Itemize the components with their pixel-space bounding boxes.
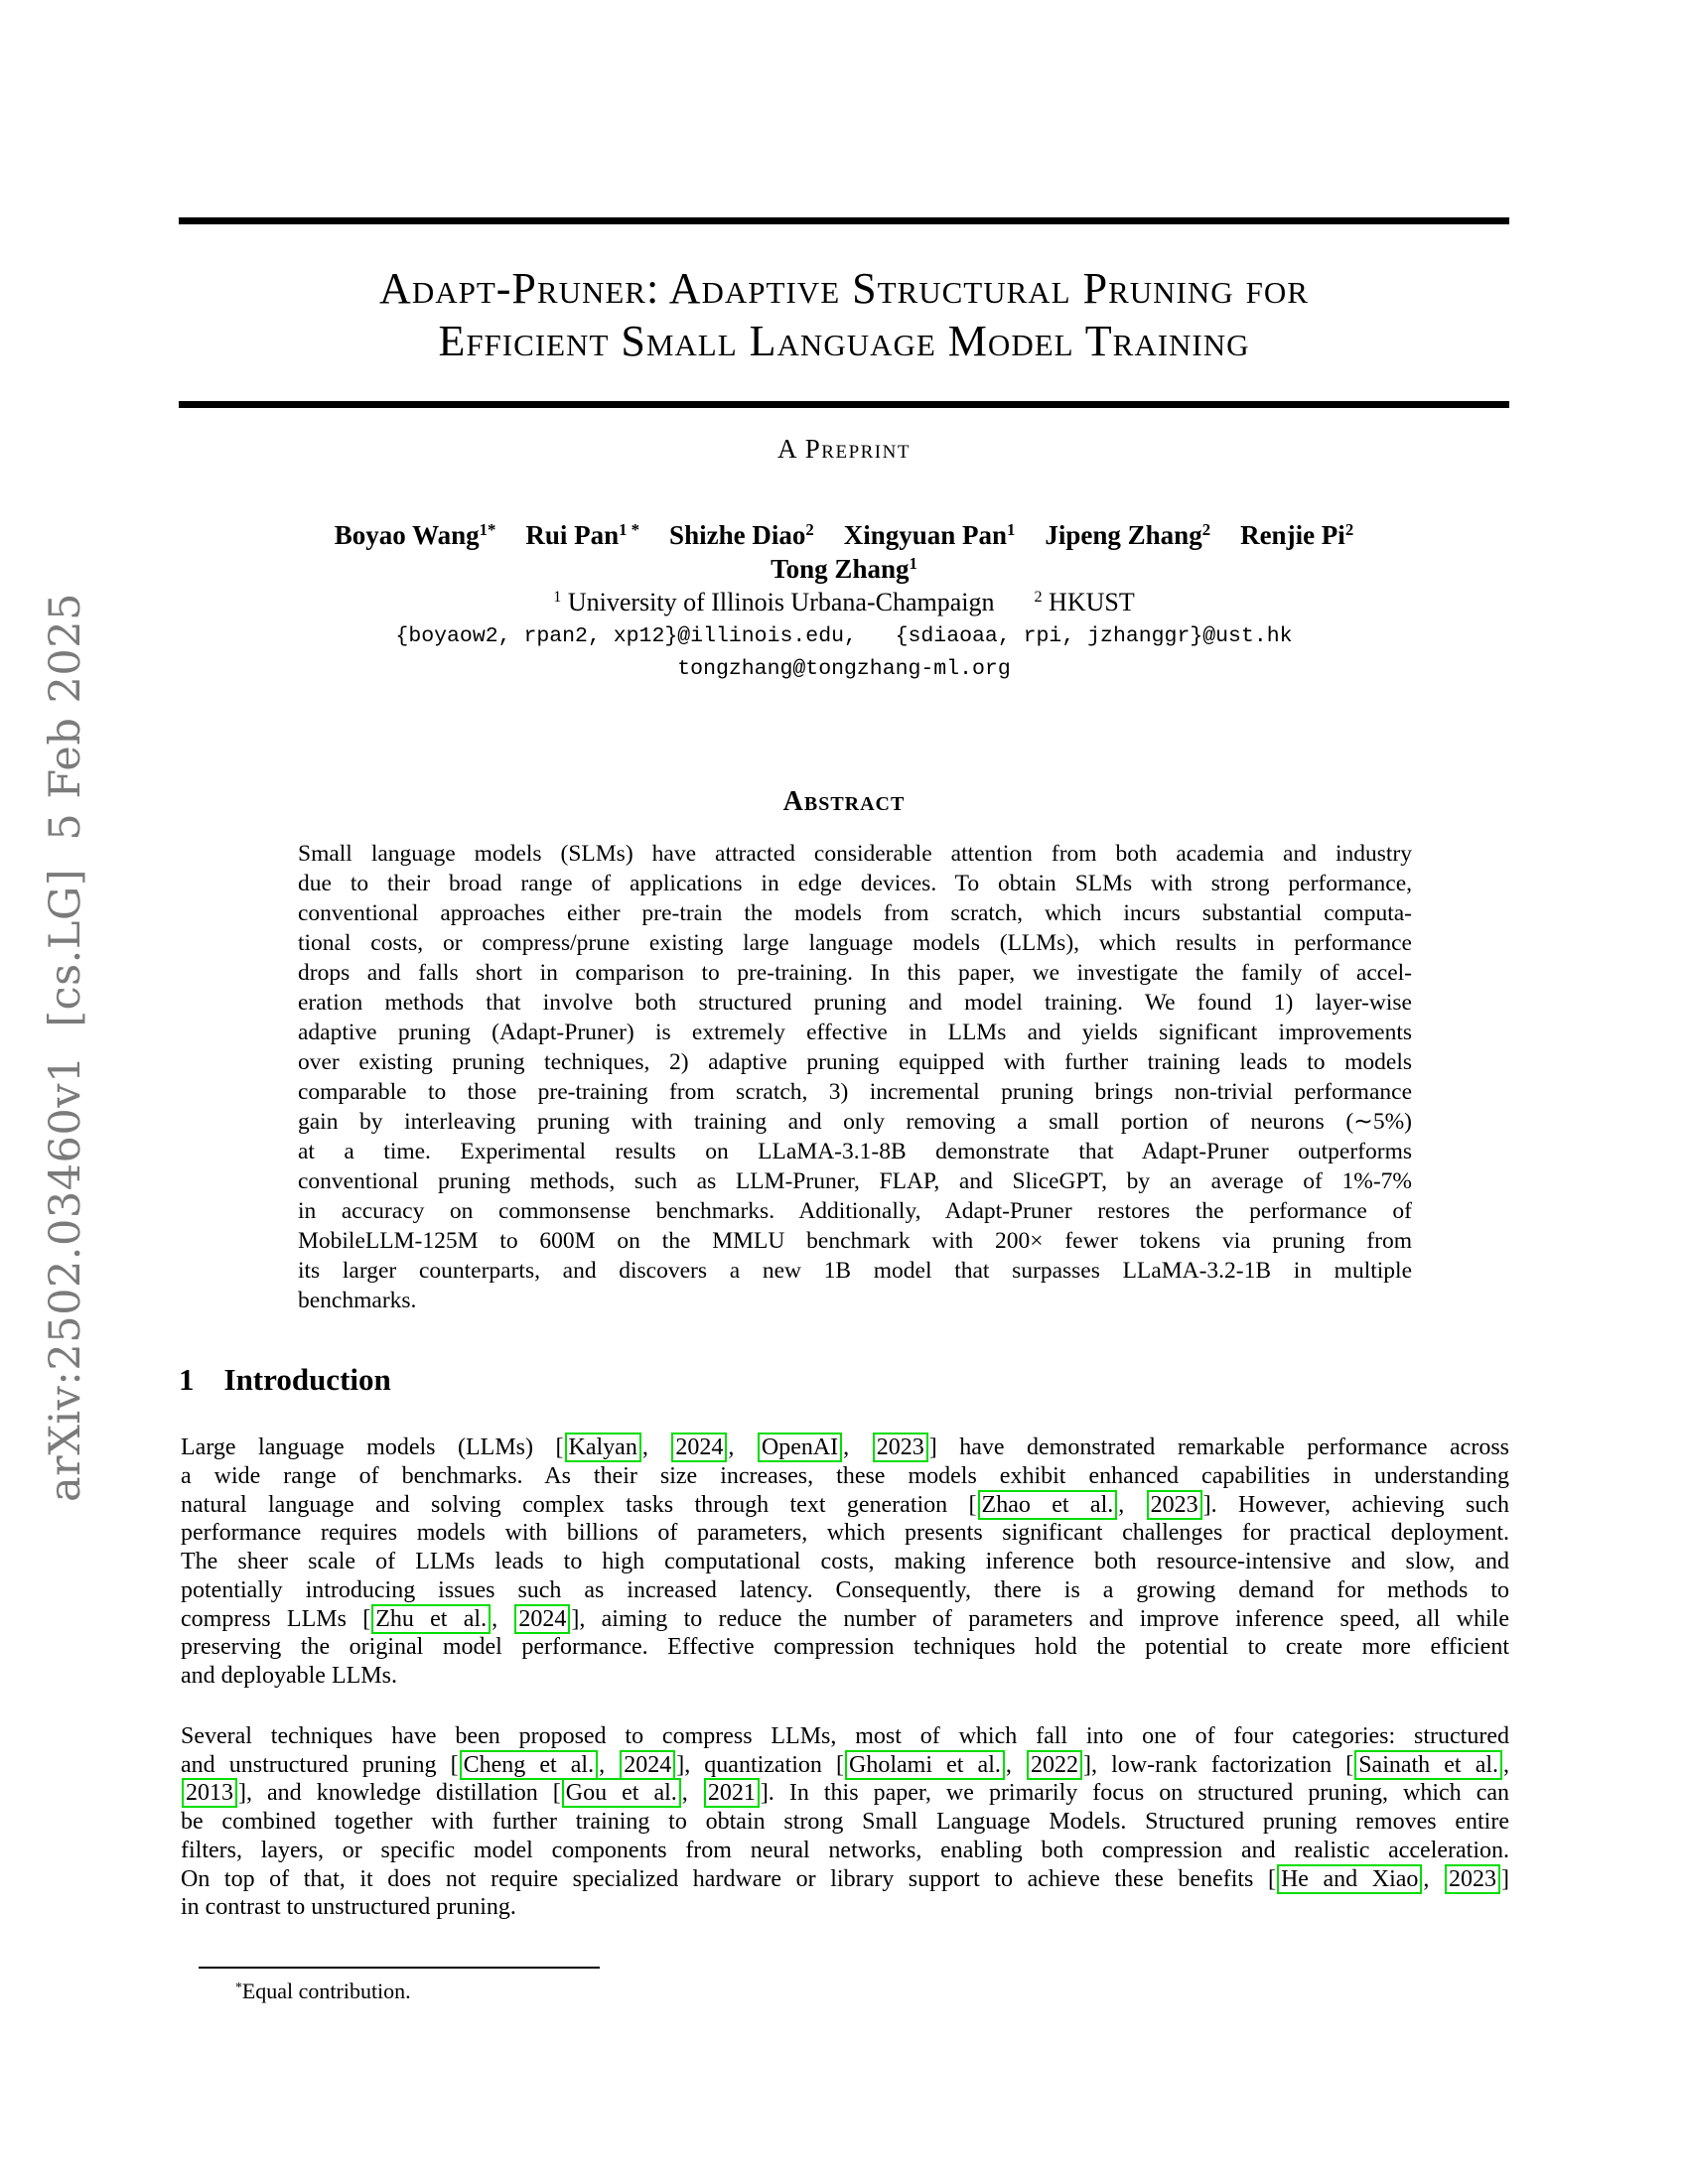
- author-name: Renjie Pi$^2$: [1240, 519, 1354, 550]
- abstract-line: Small language models (SLMs) have attracted considerable attention from both academia and industry: [298, 841, 1412, 867]
- citation-link[interactable]: 2021: [704, 1778, 760, 1808]
- citation-link[interactable]: 2022: [1027, 1750, 1082, 1780]
- superscript: 2: [1034, 589, 1043, 607]
- citation-link[interactable]: 2023: [1147, 1490, 1202, 1520]
- citation-link[interactable]: 2013: [182, 1778, 237, 1808]
- author-name: Tong Zhang$^1$: [771, 553, 917, 584]
- citation-link[interactable]: Cheng et al.: [460, 1750, 599, 1780]
- author-name: Rui Pan$^{1 *}$: [525, 519, 640, 550]
- abstract-line: at a time. Experimental results on LLaMA-3.1-8B demonstrate that Adapt-Pruner outperforms: [298, 1139, 1412, 1164]
- affiliation: $^2$ HKUST: [1034, 588, 1135, 616]
- paper-title: [0, 262, 1688, 367]
- paragraph-line: be combined together with further training to obtain strong Small Language Models. Structured pruning removes entire: [181, 1809, 1509, 1835]
- paragraph-line: compress LLMs [ Zhu et al. , 2024 ], aiming to reduce the number of parameters and improve inference speed, all while: [181, 1605, 1510, 1632]
- affiliation: $^1$ University of Illinois Urbana-Champaign: [553, 588, 995, 616]
- paragraph-line: performance requires models with billions of parameters, which presents significant challenges for practical deployment.: [181, 1520, 1509, 1547]
- citation-link[interactable]: 2023: [873, 1433, 928, 1462]
- paragraph-line: preserving the original model performance. Effective compression techniques hold the potential to create more efficient: [181, 1634, 1509, 1661]
- citation-link[interactable]: Gou et al.: [562, 1778, 681, 1808]
- paragraph-line: and unstructured pruning [ Cheng et al. , 2024 ], quantization [ Gholami et al. , 2022 ], low-rank factorization [ Sainath et al. ,: [181, 1751, 1510, 1778]
- citation-link[interactable]: 2024: [620, 1750, 675, 1780]
- author-name: Jipeng Zhang$^2$: [1045, 519, 1211, 550]
- footnote: [199, 1979, 1129, 2004]
- paragraph-line: On top of that, it does not require specialized hardware or library support to achieve these benefits [ He and Xiao , 2023 ]: [181, 1865, 1510, 1892]
- paper-title-line2: Efficient Small Language Model Training: [438, 317, 1250, 365]
- superscript: 2: [805, 519, 814, 539]
- citation-link[interactable]: OpenAI: [758, 1433, 842, 1462]
- superscript: 1: [553, 589, 562, 607]
- author-name: Shizhe Diao$^2$: [669, 519, 814, 550]
- abstract-line: drops and falls short in comparison to pre-training. In this paper, we investigate the family of accel-: [298, 960, 1412, 986]
- abstract-line: eration methods that involve both structured pruning and model training. We found 1) layer-wise: [298, 990, 1412, 1016]
- paragraph: [181, 1722, 1509, 1922]
- citation-link[interactable]: Sainath et al.: [1354, 1750, 1502, 1780]
- section-title: Introduction: [223, 1362, 391, 1397]
- title-rule-bottom: [179, 401, 1509, 408]
- paragraph-line: Several techniques have been proposed to compress LLMs, most of which fall into one of four categories: structured: [181, 1722, 1509, 1749]
- author-list-row1: [0, 518, 1688, 556]
- email-line-2: tongzhang@tongzhang-ml.org: [677, 657, 1011, 681]
- citation-link[interactable]: 2024: [671, 1433, 727, 1462]
- introduction-text: [181, 1433, 1509, 1922]
- abstract-line: tional costs, or compress/prune existing large language models (LLMs), which results in performance: [298, 930, 1412, 956]
- paragraph-line: The sheer scale of LLMs leads to high computational costs, making inference both resource-intensive and slow, and: [181, 1549, 1509, 1574]
- abstract-line: adaptive pruning (Adapt-Pruner) is extremely effective in LLMs and yields significant improvements: [298, 1020, 1412, 1045]
- footnote-rule: [199, 1967, 600, 1969]
- citation-link[interactable]: He and Xiao: [1277, 1864, 1422, 1894]
- abstract-line: conventional pruning methods, such as LLM-Pruner, FLAP, and SliceGPT, by an average of 1%-7%: [298, 1168, 1412, 1194]
- abstract-text: [298, 839, 1412, 1315]
- superscript: 1*: [479, 519, 496, 539]
- abstract-line: benchmarks.: [298, 1288, 417, 1313]
- preprint-label: A Preprint: [777, 434, 911, 464]
- section-number: 1: [179, 1362, 195, 1397]
- abstract-line: in accuracy on commonsense benchmarks. Additionally, Adapt-Pruner restores the performance of: [298, 1198, 1412, 1224]
- abstract-line: gain by interleaving pruning with training and only removing a small portion of neurons (∼5%): [298, 1109, 1412, 1135]
- paragraph-line: natural language and solving complex tasks through text generation [ Zhao et al. , 2023 ]. However, achieving such: [181, 1491, 1510, 1518]
- citation-link[interactable]: Zhao et al.: [978, 1490, 1118, 1520]
- abstract-heading: Abstract: [782, 786, 906, 817]
- paper-title-line1: Adapt-Pruner: Adaptive Structural Pruning for: [379, 264, 1309, 313]
- affiliation-list: [0, 587, 1688, 622]
- paragraph-line: 2013 ], and knowledge distillation [ Gou et al. , 2021 ]. In this paper, we primarily focus on structured pruning, which can: [181, 1779, 1509, 1808]
- superscript: 1 *: [619, 519, 640, 539]
- paragraph: [181, 1433, 1509, 1691]
- paragraph-line: Large language models (LLMs) [ Kalyan , 2024 , OpenAI , 2023 ] have demonstrated remarkable performance across: [181, 1434, 1510, 1460]
- abstract-line: conventional approaches either pre-train the models from scratch, which incurs substantial computa-: [298, 900, 1412, 926]
- abstract-line: comparable to those pre-training from scratch, 3) incremental pruning brings non-trivial performance: [298, 1079, 1412, 1105]
- abstract-line: due to their broad range of applications in edge devices. To obtain SLMs with strong performance,: [298, 871, 1412, 896]
- superscript: 2: [1344, 519, 1354, 539]
- paragraph-line: a wide range of benchmarks. As their size increases, these models exhibit enhanced capabilities in understanding: [181, 1462, 1509, 1489]
- citation-link[interactable]: 2023: [1445, 1864, 1500, 1894]
- paragraph-line: filters, layers, or specific model components from neural networks, enabling both compression and realistic acceleration.: [181, 1837, 1509, 1863]
- superscript: 2: [1201, 519, 1211, 539]
- title-rule-top: [179, 217, 1509, 224]
- superscript: 1: [909, 553, 917, 573]
- citation-link[interactable]: Gholami et al.: [845, 1750, 1005, 1780]
- superscript: 1: [1007, 519, 1016, 539]
- arxiv-watermark: arXiv:2502.03460v1 [cs.LG] 5 Feb 2025: [41, 593, 90, 1502]
- paragraph-line: in contrast to unstructured pruning.: [181, 1894, 516, 1921]
- paragraph-line: and deployable LLMs.: [181, 1663, 397, 1689]
- citation-link[interactable]: Zhu et al.: [371, 1604, 491, 1634]
- abstract-line: over existing pruning techniques, 2) adaptive pruning equipped with further training leads to models: [298, 1049, 1412, 1075]
- email-line-1: {boyaow2, rpan2, xp12}@illinois.edu, {sdiaoaa, rpi, jzhanggr}@ust.hk: [395, 624, 1293, 648]
- author-list-row2: [0, 552, 1688, 590]
- citation-link[interactable]: 2024: [514, 1604, 570, 1634]
- abstract-line: MobileLLM-125M to 600M on the MMLU benchmark with 200× fewer tokens via pruning from: [298, 1228, 1412, 1254]
- section-heading-introduction: [179, 1362, 391, 1398]
- paragraph-line: potentially introducing issues such as increased latency. Consequently, there is a growing demand for methods to: [181, 1576, 1509, 1603]
- citation-link[interactable]: Kalyan: [565, 1433, 641, 1462]
- author-name: Boyao Wang$^{1*}$: [334, 519, 496, 550]
- abstract-line: its larger counterparts, and discovers a new 1B model that surpasses LLaMA-3.2-1B in multiple: [298, 1258, 1412, 1284]
- footnote-text: Equal contribution.: [241, 1979, 411, 2003]
- author-name: Xingyuan Pan$^1$: [843, 519, 1016, 550]
- footnote-marker: *: [235, 1979, 242, 1994]
